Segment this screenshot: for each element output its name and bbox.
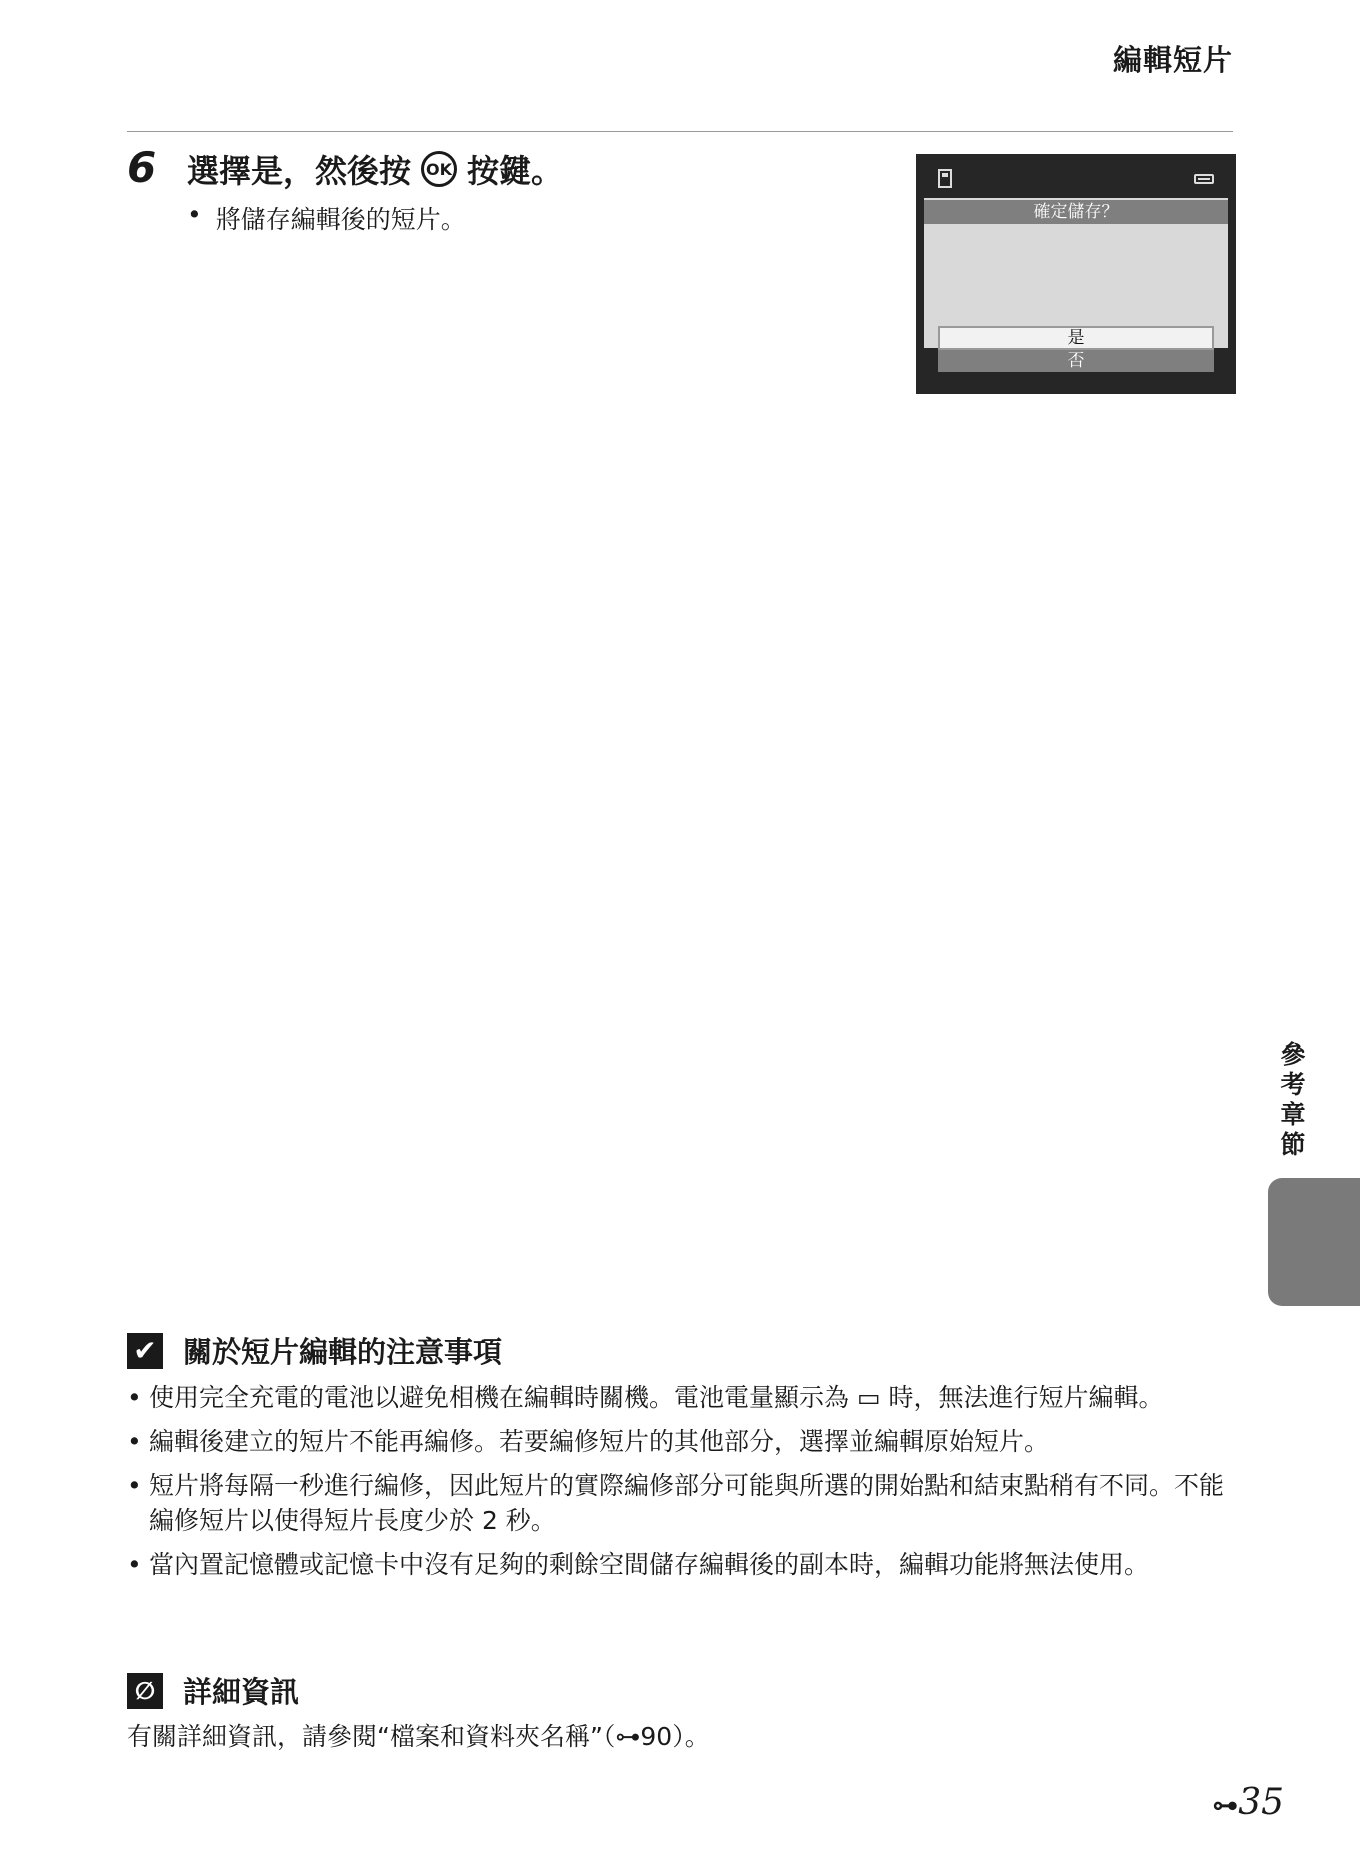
page-number-value: 35 — [1238, 1782, 1284, 1823]
bullet-dot: • — [187, 200, 202, 229]
info-text: 有關詳細資訊，請參閱“檔案和資料夾名稱”（⊶90）。 — [127, 1722, 710, 1751]
notes-heading-text: 關於短片編輯的注意事項 — [183, 1335, 503, 1369]
step-instruction-before: 選擇是，然後按 — [187, 152, 412, 190]
battery-icon — [1194, 174, 1214, 184]
header-divider — [127, 131, 1233, 132]
info-heading-text: 詳細資訊 — [183, 1675, 300, 1709]
note-item: • 編輯後建立的短片不能再編修。若要編修短片的其他部分，選擇並編輯原始短片。 — [127, 1424, 1237, 1459]
step-number: 6 — [127, 143, 157, 192]
camera-yes-option: 是 — [938, 326, 1214, 350]
note-item: • 使用完全充電的電池以避免相機在編輯時關機。電池電量顯示為 ▭ 時，無法進行短片編輯。 — [127, 1380, 1237, 1415]
pencil-icon: ∅ — [127, 1673, 163, 1709]
section-side-label: 參考章節 — [1280, 1040, 1306, 1159]
info-heading — [127, 1670, 299, 1711]
camera-screen-illustration — [916, 154, 1236, 394]
notes-list — [127, 1380, 1237, 1591]
section-tab — [1268, 1178, 1360, 1306]
reference-icon: ⊶ — [1212, 1791, 1239, 1821]
note-item: • 當內置記憶體或記憶卡中沒有足夠的剩餘空間儲存編輯後的副本時，編輯功能將無法使用。 — [127, 1547, 1237, 1582]
check-icon: ✔ — [127, 1333, 163, 1369]
ok-button-icon: OK — [421, 151, 457, 187]
camera-no-option: 否 — [938, 350, 1214, 372]
memory-card-icon — [938, 169, 952, 188]
page-header-title: 編輯短片 — [1112, 43, 1233, 77]
step-instruction-after: 按鍵。 — [467, 152, 564, 190]
step-instruction — [187, 146, 563, 192]
step-bullet — [187, 200, 466, 236]
camera-dialog-title: 確定儲存？ — [924, 200, 1228, 224]
step-6 — [127, 143, 563, 192]
notes-heading — [127, 1330, 502, 1371]
note-item: • 短片將每隔一秒進行編修，因此短片的實際編修部分可能與所選的開始點和結束點稍有不同。不能編修短片以使得短片長度少於 2 秒。 — [127, 1468, 1237, 1538]
step-bullet-text: 將儲存編輯後的短片。 — [215, 205, 466, 234]
page-number — [1212, 1782, 1284, 1823]
